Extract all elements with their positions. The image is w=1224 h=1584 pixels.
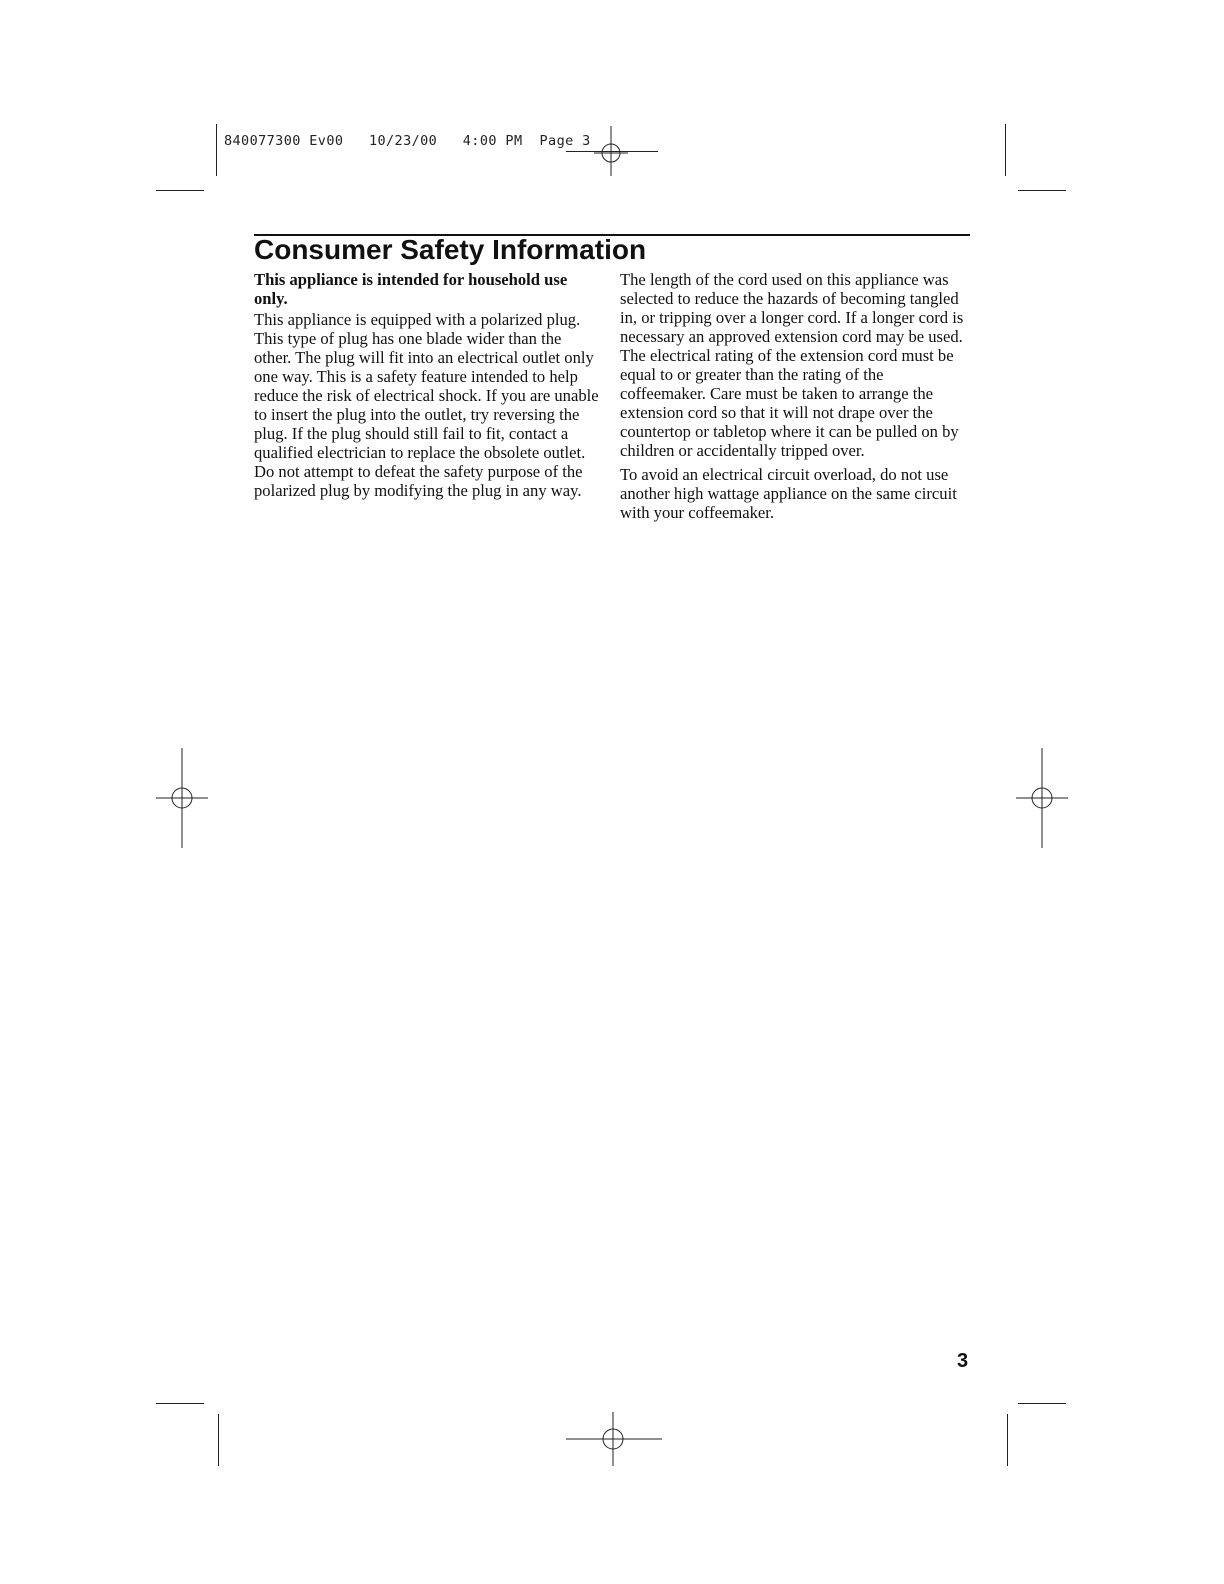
section-title: Consumer Safety Information xyxy=(254,234,647,265)
cord-length-paragraph: The length of the cord used on this appliance was selected to reduce the hazards of becoming tangled in, or tripping over a longer cord. If a longer cord is necessary an approved extension cord may be used. The electrical rating of the extension cord must be equal to or greater than the rating of the coffeemaker. Care must be taken to arrange the extension cord so that it will not drape over the countertop or tabletop where it can be pulled on by children or accidentally tripped over. xyxy=(620,270,964,460)
crop-mark-bottom-right-vertical xyxy=(1007,1414,1008,1466)
page-number: 3 xyxy=(957,1350,969,1372)
crosshair-registration-icon xyxy=(566,1412,662,1466)
crop-mark-top-left-vertical xyxy=(216,124,217,176)
left-column xyxy=(254,270,599,505)
crosshair-registration-icon xyxy=(1016,748,1068,848)
crosshair-registration-icon xyxy=(156,748,208,848)
crop-mark-top-right-horizontal xyxy=(1018,190,1066,191)
household-use-notice: This appliance is intended for household use only. xyxy=(254,270,568,308)
crop-mark-bottom-left-horizontal xyxy=(156,1403,204,1404)
crop-mark-top-right-vertical xyxy=(1005,124,1006,176)
polarized-plug-paragraph: This appliance is equipped with a polarized plug. This type of plug has one blade wider than the other. The plug will fit into an electrical outlet only one way. This is a safety feature intended to help reduce the risk of electrical shock. If you are unable to insert the plug into the outlet, try reversing the plug. If the plug should still fail to fit, contact a qualified electrician to replace the obsolete outlet. Do not attempt to defeat the safety purpose of the polarized plug by modifying the plug in any way. xyxy=(254,310,599,500)
print-slug: 840077300 Ev00 10/23/00 4:00 PM Page 3 xyxy=(224,133,591,149)
crop-mark-bottom-right-horizontal xyxy=(1018,1403,1066,1404)
right-column xyxy=(620,270,965,527)
crosshair-registration-icon xyxy=(594,126,628,176)
circuit-overload-paragraph: To avoid an electrical circuit overload, do not use another high wattage appliance on the same circuit with your coffeemaker. xyxy=(620,465,957,522)
crop-mark-bottom-left-vertical xyxy=(218,1414,219,1466)
crop-mark-top-left-horizontal xyxy=(156,190,204,191)
